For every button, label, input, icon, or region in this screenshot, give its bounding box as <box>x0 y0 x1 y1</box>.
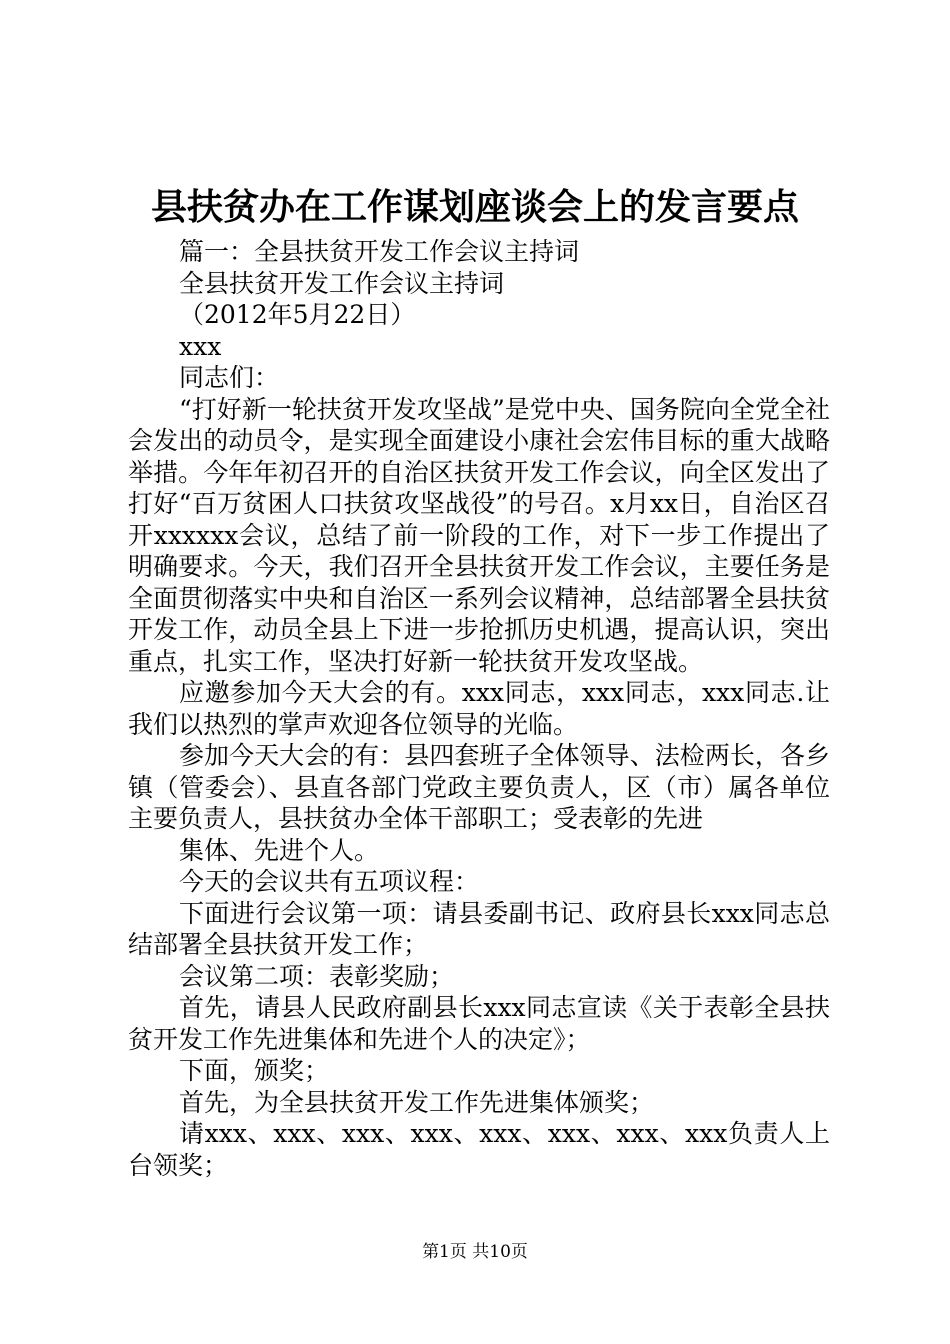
document-body <box>128 236 830 1181</box>
paragraph-body: 首先，请县人民政府副县长xxx同志宣读《关于表彰全县扶贫开发工作先进集体和先进个人的决定》； <box>128 993 830 1054</box>
paragraph-body: 请xxx、xxx、xxx、xxx、xxx、xxx、xxx、xxx负责人上台领奖； <box>128 1119 830 1180</box>
paragraph-body: 会议第二项：表彰奖励； <box>179 961 455 991</box>
paragraph-body: 应邀参加今天大会的有。xxx同志，xxx同志，xxx同志.让我们以热烈的掌声欢迎各位领导的光临。 <box>128 678 830 739</box>
paragraph-salutation: 同志们： <box>179 363 280 392</box>
paragraph-section-heading: 篇一：全县扶贫开发工作会议主持词 <box>179 237 580 266</box>
paragraph-body: 首先，为全县扶贫开发工作先进集体颁奖； <box>179 1087 655 1117</box>
paragraph-subtitle: 全县扶贫开发工作会议主持词 <box>179 268 505 298</box>
page-footer: 第1页 共10页 <box>422 1242 528 1262</box>
paragraph-body: 下面，颁奖； <box>179 1056 330 1085</box>
paragraph-body: 参加今天大会的有：县四套班子全体领导、法检两长，各乡镇（管委会）、县直各部门党政主要负责人，区（市）属各单位主要负责人，县扶贫办全体干部职工；受表彰的先进 <box>128 741 830 833</box>
paragraph-date: （2012年5月22日） <box>179 300 416 329</box>
paragraph-speaker: xxx <box>179 331 222 361</box>
paragraph-body: 集体、先进个人。 <box>179 835 380 865</box>
paragraph-body: 下面进行会议第一项：请县委副书记、政府县长xxx同志总结部署全县扶贫开发工作； <box>128 898 830 959</box>
paragraph-body: 今天的会议共有五项议程： <box>179 867 480 896</box>
paragraph-body: “打好新一轮扶贫开发攻坚战”是党中央、国务院向全党全社会发出的动员令，是实现全面建设小康社会宏伟目标的重大战略举措。今年年初召开的自治区扶贫开发工作会议，向全区发出了打好“百万贫困人口扶贫攻坚战役”的号召。x月xx日，自治区召开xxxxxx会议，总结了前一阶段的工作，对下一步工作提出了明确要求。今天，我们召开全县扶贫开发工作会议，主要任务是全面贯彻落实中央和自治区一系列会议精神，总结部署全县扶贫开发工作，动员全县上下进一步抢抓历史机遇，提高认识，突出重点，扎实工作，坚决打好新一轮扶贫开发攻坚战。 <box>128 394 830 676</box>
document-title: 县扶贫办在工作谋划座谈会上的发言要点 <box>150 186 799 228</box>
